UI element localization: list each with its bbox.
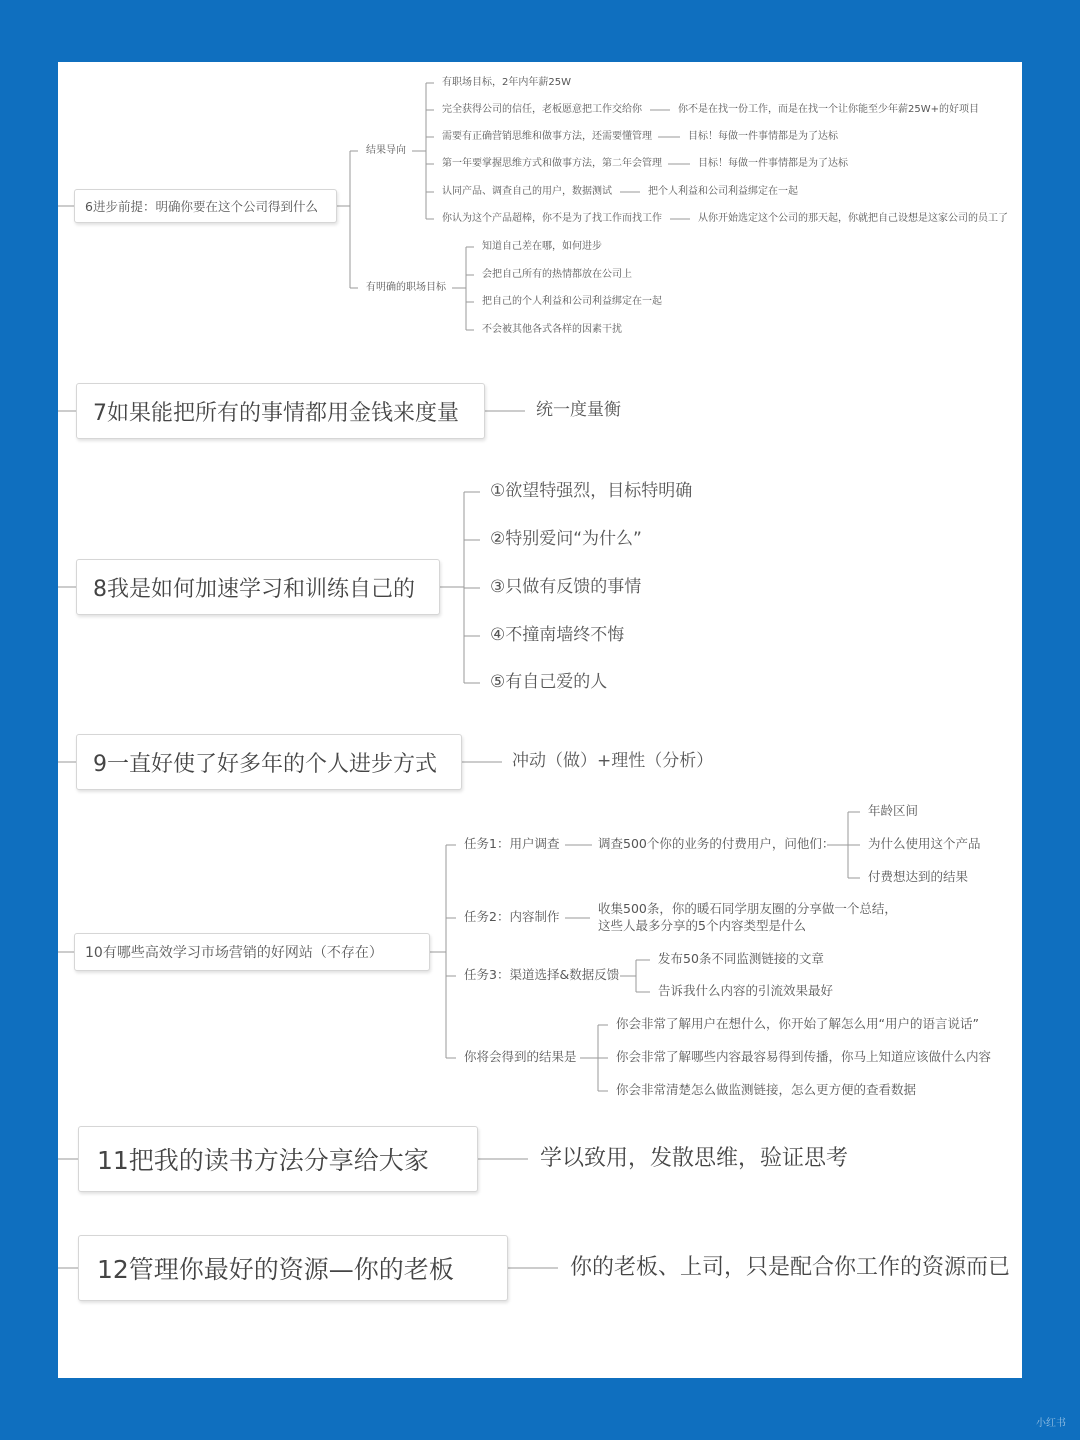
n8-item-2[interactable]: ②特别爱问“为什么” xyxy=(490,529,642,549)
n8-item-3[interactable]: ③只做有反馈的事情 xyxy=(490,577,642,597)
n8-item-4[interactable]: ④不撞南墙终不悔 xyxy=(490,625,625,645)
topic-11-child[interactable]: 学以致用，发散思维，验证思考 xyxy=(540,1146,849,1171)
task-2-detail-line-1[interactable]: 收集500条，你的暖石同学朋友圈的分享做一个总结， xyxy=(598,901,897,916)
n6-a-sub-2[interactable]: 目标！每做一件事情都是为了达标 xyxy=(688,131,838,142)
task-3-item-2[interactable]: 告诉我什么内容的引流效果最好 xyxy=(658,983,834,998)
n6-a-item-3[interactable]: 需要有正确营销思维和做事方法，还需要懂管理 xyxy=(442,131,652,142)
task-1-item-2[interactable]: 为什么使用这个产品 xyxy=(868,836,981,851)
n6-a-item-6[interactable]: 你认为这个产品超棒，你不是为了找工作而找工作 xyxy=(442,213,662,224)
n6-a-sub-4[interactable]: 把个人利益和公司利益绑定在一起 xyxy=(648,186,798,197)
branch-result-oriented[interactable]: 结果导向 xyxy=(366,145,406,156)
topic-8-label: 8我是如何加速学习和训练自己的 xyxy=(93,576,415,602)
n6-b-item-4[interactable]: 不会被其他各式各样的因素干扰 xyxy=(482,324,622,335)
topic-11[interactable] xyxy=(78,1126,478,1192)
topic-9[interactable] xyxy=(76,734,462,790)
task-3[interactable]: 任务3：渠道选择&数据反馈 xyxy=(464,967,620,982)
result-item-1[interactable]: 你会非常了解用户在想什么，你开始了解怎么用“用户的语言说话” xyxy=(616,1016,979,1031)
n8-item-5[interactable]: ⑤有自己爱的人 xyxy=(490,672,608,692)
topic-12[interactable] xyxy=(78,1235,508,1301)
task-2[interactable]: 任务2：内容制作 xyxy=(464,909,560,924)
topic-12-label: 12管理你最好的资源—你的老板 xyxy=(97,1255,454,1284)
topic-9-child[interactable]: 冲动（做）+理性（分析） xyxy=(512,751,714,771)
task-3-item-1[interactable]: 发布50条不同监测链接的文章 xyxy=(658,951,824,966)
watermark-logo: 小红书 xyxy=(1036,1418,1066,1429)
topic-12-child[interactable]: 你的老板、上司，只是配合你工作的资源而已 xyxy=(570,1255,1011,1280)
n6-a-item-2[interactable]: 完全获得公司的信任，老板愿意把工作交给你 xyxy=(442,104,642,115)
topic-6[interactable] xyxy=(74,189,337,223)
topic-9-label: 9一直好使了好多年的个人进步方式 xyxy=(93,751,437,777)
n6-a-sub-5[interactable]: 从你开始选定这个公司的那天起，你就把自己设想是这家公司的员工了 xyxy=(698,213,1008,224)
n6-b-item-2[interactable]: 会把自己所有的热情都放在公司上 xyxy=(482,269,632,280)
n6-a-item-5[interactable]: 认同产品、调查自己的用户，数据测试 xyxy=(442,186,612,197)
n6-a-item-1[interactable]: 有职场目标，2年内年薪25W xyxy=(442,77,571,88)
n6-b-item-3[interactable]: 把自己的个人利益和公司利益绑定在一起 xyxy=(482,296,662,307)
n6-a-sub-1[interactable]: 你不是在找一份工作，而是在找一个让你能至少年薪25W+的好项目 xyxy=(678,104,979,115)
task-1-detail[interactable]: 调查500个你的业务的付费用户，问他们： xyxy=(598,836,835,851)
n6-a-item-4[interactable]: 第一年要掌握思维方式和做事方法，第二年会管理 xyxy=(442,158,662,169)
task-1-item-3[interactable]: 付费想达到的结果 xyxy=(868,869,969,884)
topic-11-label: 11把我的读书方法分享给大家 xyxy=(97,1146,429,1175)
n8-item-1[interactable]: ①欲望特强烈，目标特明确 xyxy=(490,481,693,501)
n6-a-sub-3[interactable]: 目标！每做一件事情都是为了达标 xyxy=(698,158,848,169)
topic-10[interactable] xyxy=(74,933,430,971)
topic-7[interactable] xyxy=(76,383,485,439)
task-2-detail-line-2[interactable]: 这些人最多分享的5个内容类型是什么 xyxy=(598,918,806,933)
branch-career-goal[interactable]: 有明确的职场目标 xyxy=(366,282,446,293)
result-item-2[interactable]: 你会非常了解哪些内容最容易得到传播，你马上知道应该做什么内容 xyxy=(616,1049,992,1064)
topic-8[interactable] xyxy=(76,559,440,615)
n6-b-item-1[interactable]: 知道自己差在哪，如何进步 xyxy=(482,241,602,252)
topic-10-label: 10有哪些高效学习市场营销的好网站（不存在） xyxy=(85,945,383,961)
result-item-3[interactable]: 你会非常清楚怎么做监测链接，怎么更方便的查看数据 xyxy=(616,1082,917,1097)
topic-7-child[interactable]: 统一度量衡 xyxy=(536,400,621,420)
result-heading[interactable]: 你将会得到的结果是 xyxy=(464,1049,577,1064)
task-1-item-1[interactable]: 年龄区间 xyxy=(868,803,919,818)
topic-7-label: 7如果能把所有的事情都用金钱来度量 xyxy=(93,400,459,426)
topic-6-label: 6进步前提：明确你要在这个公司得到什么 xyxy=(85,199,318,214)
task-1[interactable]: 任务1：用户调查 xyxy=(464,836,560,851)
